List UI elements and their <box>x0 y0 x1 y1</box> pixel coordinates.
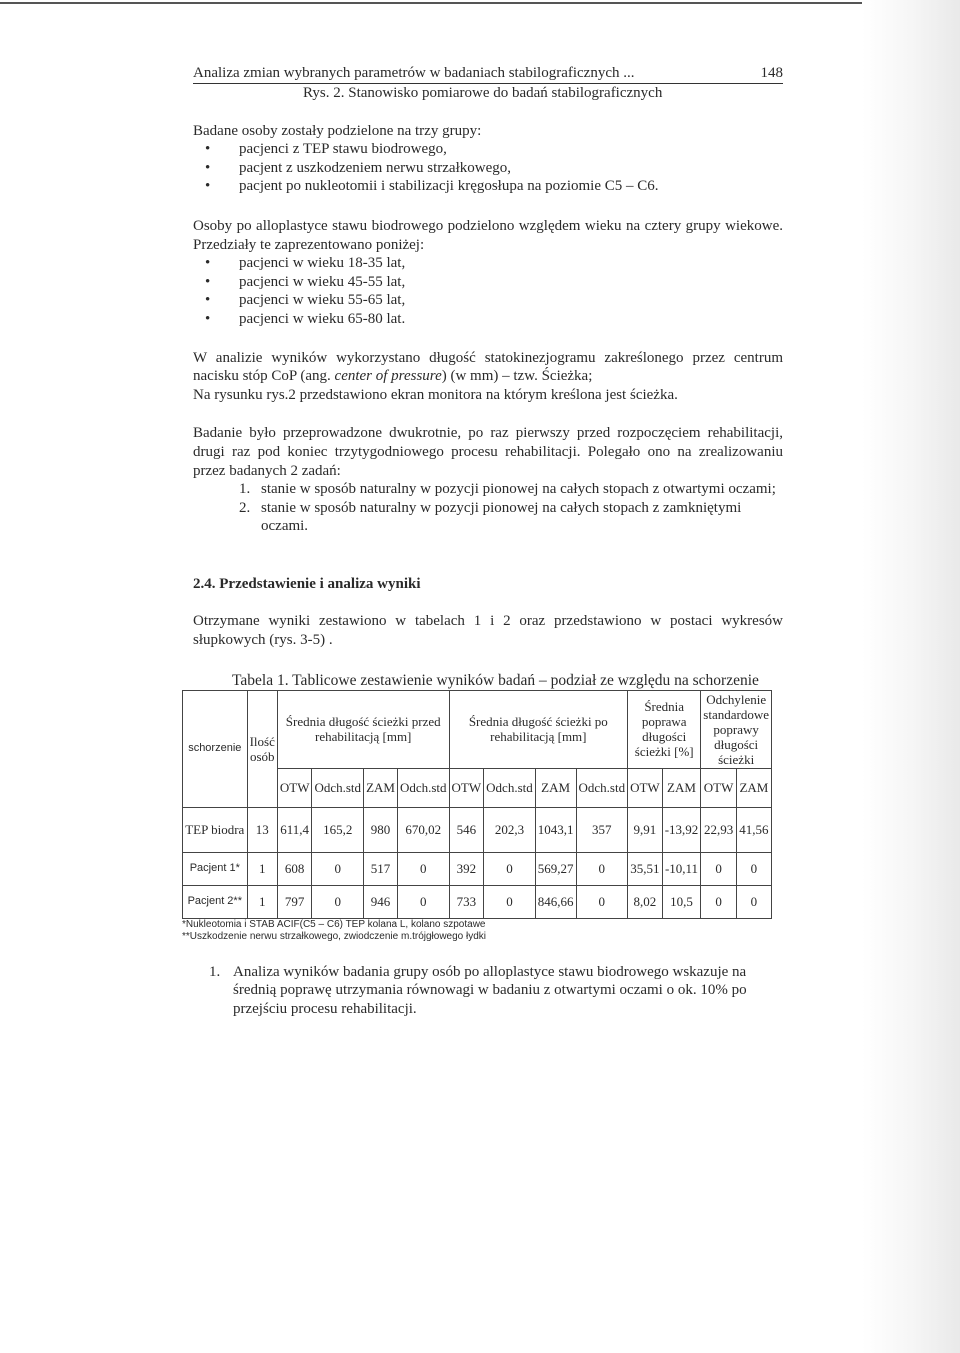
row-count: 13 <box>247 807 277 852</box>
subheader-cell: OTW <box>277 768 312 807</box>
running-header <box>193 64 783 84</box>
list-item <box>193 480 783 499</box>
list-item: • pacjenci z TEP stawu biodrowego, <box>193 140 783 159</box>
subheader-cell: OTW <box>628 768 663 807</box>
analysis-line-2: Na rysunku rys.2 przedstawiono ekran monitora na którym kreślona jest ścieżka. <box>193 386 678 403</box>
analysis-paragraph <box>193 349 783 386</box>
table-cell: 35,51 <box>628 852 663 885</box>
table-cell: 0 <box>576 885 628 918</box>
table-cell: 0 <box>397 885 449 918</box>
list-item: • pacjent z uszkodzeniem nerwu strzałkowego, <box>193 159 783 178</box>
procedure-list <box>193 480 783 536</box>
table-cell: 0 <box>701 885 737 918</box>
results-table <box>182 690 772 919</box>
table-cell: 546 <box>449 807 484 852</box>
table-cell: 0 <box>312 852 364 885</box>
subheader-cell: Odch.std <box>576 768 628 807</box>
table-cell: 733 <box>449 885 484 918</box>
list-item: • pacjent po nukleotomii i stabilizacji kręgosłupa na poziomie C5 – C6. <box>193 177 783 196</box>
table-cell: 0 <box>312 885 364 918</box>
list-item: • pacjenci w wieku 45-55 lat, <box>193 273 783 292</box>
row-label: Pacjent 2** <box>183 885 248 918</box>
header-before: Średnia długość ścieżki przed rehabilitacją [mm] <box>277 690 449 768</box>
table-cell: 0 <box>576 852 628 885</box>
list-item <box>193 499 783 536</box>
table-cell: 357 <box>576 807 628 852</box>
header-rule <box>193 83 783 84</box>
row-count: 1 <box>247 852 277 885</box>
table-cell: 946 <box>364 885 398 918</box>
groups-list <box>193 140 783 196</box>
table-cell: 608 <box>277 852 312 885</box>
document-page <box>182 64 783 1018</box>
list-number: 2. <box>239 499 251 516</box>
table-title: Tabela 1. Tablicowe zestawienie wyników badań – podział ze względu na schorzenie <box>232 671 759 689</box>
analysis-text-1: W analizie wyników wykorzystano długość statokinezjogramu zakreślonego przez centrum nacisku stóp CoP (ang. <box>193 349 783 385</box>
footnote: **Uszkodzenie nerwu strzałkowego, zwiodczenie m.trójgłowego łydki <box>182 930 487 942</box>
row-label: Pacjent 1* <box>183 852 248 885</box>
table-cell: 41,56 <box>736 807 771 852</box>
table-cell: 0 <box>397 852 449 885</box>
section-intro: Otrzymane wyniki zestawiono w tabelach 1 i 2 oraz przedstawiono w postaci wykresów słupkowych (rys. 3-5) . <box>193 613 783 649</box>
table-cell: -10,11 <box>662 852 701 885</box>
list-item: • pacjenci w wieku 18-35 lat, <box>193 254 783 273</box>
subheader-cell: Odch.std <box>397 768 449 807</box>
subheader-cell: ZAM <box>736 768 771 807</box>
table-cell: 22,93 <box>701 807 737 852</box>
table-cell: 517 <box>364 852 398 885</box>
header-title: Analiza zmian wybranych parametrów w badaniach stabilograficznych ... <box>193 65 635 81</box>
header-improvement: Średnia poprawa długości ścieżki [%] <box>628 690 701 768</box>
table-cell: 980 <box>364 807 398 852</box>
table-row <box>183 885 772 918</box>
scan-shadow <box>862 0 960 1353</box>
conclusion-item <box>193 963 783 1019</box>
figure-caption: Rys. 2. Stanowisko pomiarowe do badań stabilograficznych <box>303 85 663 101</box>
table-cell: 569,27 <box>535 852 576 885</box>
list-item: • pacjenci w wieku 55-65 lat, <box>193 291 783 310</box>
table-header-row <box>183 690 772 768</box>
list-number: 1. <box>239 481 251 498</box>
table-cell: 1043,1 <box>535 807 576 852</box>
analysis-italic: center of pressure <box>334 368 442 385</box>
subheader-cell: ZAM <box>662 768 701 807</box>
list-item: • pacjenci w wieku 65-80 lat. <box>193 310 783 329</box>
list-text: stanie w sposób naturalny w pozycji pionowej na całych stopach z otwartymi oczami; <box>261 481 776 498</box>
top-scan-line <box>0 2 960 4</box>
table-cell: 797 <box>277 885 312 918</box>
table-row <box>183 807 772 852</box>
table-cell: 0 <box>736 885 771 918</box>
table-cell: 392 <box>449 852 484 885</box>
table-cell: 8,02 <box>628 885 663 918</box>
table-row <box>183 852 772 885</box>
table-cell: 846,66 <box>535 885 576 918</box>
header-after: Średnia długość ścieżki po rehabilitacją [mm] <box>449 690 628 768</box>
subheader-cell: Odch.std <box>312 768 364 807</box>
table-cell: 10,5 <box>662 885 701 918</box>
section-heading: 2.4. Przedstawienie i analiza wyniki <box>193 575 421 592</box>
procedure-intro: Badanie było przeprowadzone dwukrotnie, po raz pierwszy przed rozpoczęciem rehabilitacji, drugi raz pod koniec trzytygodniowego procesu rehabilitacji. Polegało ono na zrealizowaniu przez badanych 2 zadań: <box>193 425 783 479</box>
analysis-text-2: ) (w mm) – tzw. Ścieżka; <box>441 368 593 385</box>
row-count: 1 <box>247 885 277 918</box>
table-footnotes <box>182 919 783 943</box>
row-label: TEP biodra <box>183 807 248 852</box>
page-number: 148 <box>760 65 783 81</box>
ages-intro: Osoby po alloplastyce stawu biodrowego podzielono względem wieku na cztery grupy wiekowe. Przedziały te zaprezentowano poniżej: <box>193 217 783 253</box>
header-ilosc: Ilość osób <box>247 690 277 807</box>
subheader-cell: OTW <box>449 768 484 807</box>
table-cell: 611,4 <box>277 807 312 852</box>
table-cell: 0 <box>484 852 536 885</box>
table-cell: 9,91 <box>628 807 663 852</box>
table-cell: 165,2 <box>312 807 364 852</box>
list-text: stanie w sposób naturalny w pozycji pionowej na całych stopach z zamkniętymi oczami. <box>261 499 742 535</box>
subheader-cell: Odch.std <box>484 768 536 807</box>
table-cell: 202,3 <box>484 807 536 852</box>
header-schorzenie: schorzenie <box>183 690 248 807</box>
table-cell: 0 <box>701 852 737 885</box>
table-cell: 0 <box>736 852 771 885</box>
subheader-cell: ZAM <box>535 768 576 807</box>
subheader-cell: ZAM <box>364 768 398 807</box>
header-stddev: Odchylenie standardowe poprawy długości ścieżki <box>701 690 772 768</box>
table-cell: 0 <box>484 885 536 918</box>
table-cell: -13,92 <box>662 807 701 852</box>
groups-intro: Badane osoby zostały podzielone na trzy grupy: <box>193 122 482 139</box>
conclusion-text: Analiza wyników badania grupy osób po alloplastyce stawu biodrowego wskazuje na średnią poprawę utrzymania równowagi w badaniu z otwartymi oczami o ok. 10% po przejściu procesu rehabilitacji. <box>233 963 747 1017</box>
table-cell: 670,02 <box>397 807 449 852</box>
ages-list <box>193 254 783 328</box>
footnote: *Nukleotomia i STAB ACIF(C5 – C6) TEP kolana L, kolano szpotawe <box>182 918 486 930</box>
conclusion-number: 1. <box>209 963 221 980</box>
subheader-cell: OTW <box>701 768 737 807</box>
